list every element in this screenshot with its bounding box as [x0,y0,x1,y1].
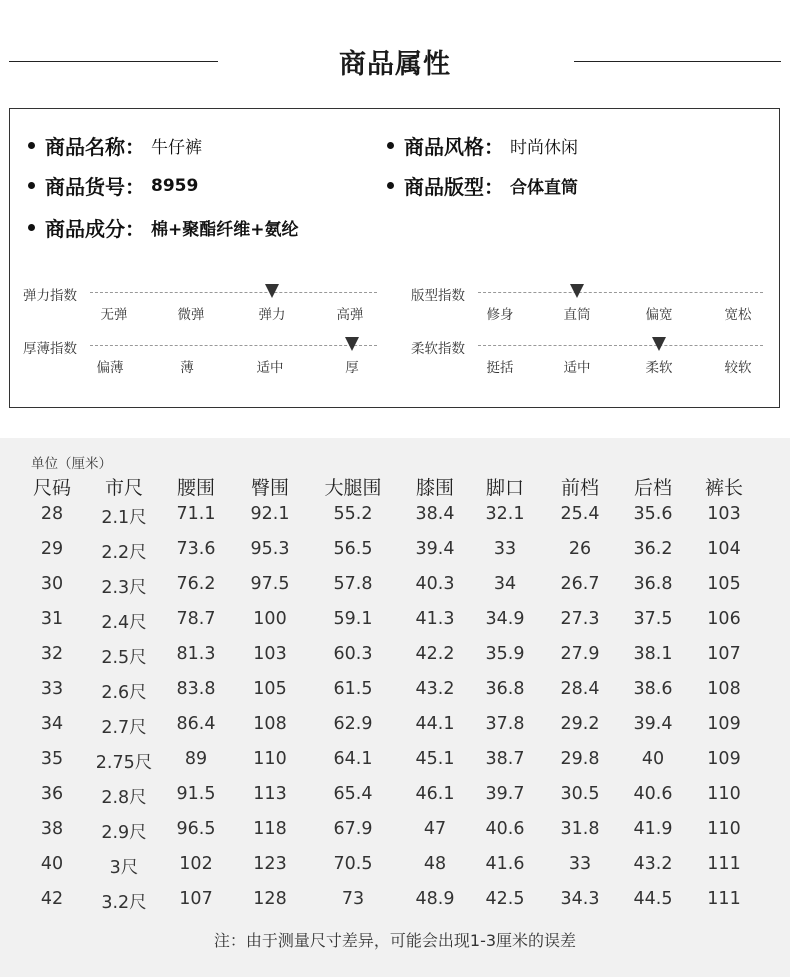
table-cell: 108 [253,714,287,734]
table-cell: 42.5 [485,889,525,909]
thickness-option: 适中 [256,360,284,376]
table-cell: 41.6 [485,854,525,874]
attributes-panel [9,108,780,408]
column-header: 前档 [560,477,599,499]
fit-option: 偏宽 [645,307,673,323]
softness-option: 较软 [724,360,752,376]
table-cell: 73.6 [176,539,216,559]
thickness-option: 偏薄 [96,360,124,376]
table-cell: 71.1 [176,504,216,524]
thickness-index-label: 厚薄指数 [23,341,77,357]
elasticity-option: 无弹 [100,307,128,323]
attr-label: 商品版型 [404,175,484,199]
table-cell: 91.5 [176,784,216,804]
bullet-icon [28,182,35,189]
column-header: 大腿围 [324,477,382,499]
table-cell: 39.4 [415,539,455,559]
table-cell: 76.2 [176,574,216,594]
table-cell: 97.5 [250,574,290,594]
table-cell: 31 [40,609,64,629]
table-cell: 35.9 [485,644,525,664]
attr-value: 时尚休闲 [510,138,578,158]
attr-label: 商品货号 [45,175,125,199]
table-cell: 38.7 [485,749,525,769]
table-cell: 40.3 [415,574,455,594]
fit-option: 直筒 [563,307,591,323]
table-cell: 128 [253,889,287,909]
table-cell: 2.2尺 [101,543,147,563]
table-cell: 102 [179,854,213,874]
table-cell: 38.1 [633,644,673,664]
table-cell: 25.4 [560,504,600,524]
softness-option: 柔软 [645,360,673,376]
bullet-icon [28,142,35,149]
table-cell: 81.3 [176,644,216,664]
title-line-right [574,61,781,62]
page-title: 商品属性 [339,49,451,80]
attr-colon: ： [484,135,504,159]
table-cell: 38.6 [633,679,673,699]
table-cell: 27.3 [560,609,600,629]
table-cell: 26.7 [560,574,600,594]
column-header: 膝围 [415,477,454,499]
table-cell: 3.2尺 [101,893,147,913]
table-cell: 61.5 [333,679,373,699]
table-cell: 48 [423,854,447,874]
table-cell: 43.2 [633,854,673,874]
attr-item-no [28,171,198,200]
table-cell: 38.4 [415,504,455,524]
softness-index-label: 柔软指数 [411,341,465,357]
table-cell: 64.1 [333,749,373,769]
table-cell: 110 [707,819,741,839]
table-cell: 111 [707,854,741,874]
attr-label: 商品名称 [45,135,125,159]
table-cell: 89 [184,749,208,769]
attr-value: 8959 [151,175,199,196]
fit-index-label: 版型指数 [411,288,465,304]
table-cell: 40 [40,854,64,874]
table-cell: 41.9 [633,819,673,839]
table-cell: 107 [707,644,741,664]
softness-option: 适中 [563,360,591,376]
table-cell: 28 [40,504,64,524]
table-cell: 40.6 [633,784,673,804]
table-cell: 36 [40,784,64,804]
table-cell: 2.9尺 [101,823,147,843]
attr-label: 商品风格 [404,135,484,159]
table-cell: 36.8 [485,679,525,699]
table-cell: 42 [40,889,64,909]
table-cell: 103 [253,644,287,664]
column-header: 腰围 [176,477,215,499]
fit-option: 修身 [486,307,514,323]
elasticity-marker-icon [265,284,279,298]
attr-value: 合体直筒 [510,178,578,198]
table-cell: 34.3 [560,889,600,909]
table-cell: 37.8 [485,714,525,734]
column-header: 市尺 [104,477,143,499]
table-cell: 78.7 [176,609,216,629]
elasticity-option: 微弹 [177,307,205,323]
table-cell: 40 [641,749,665,769]
table-cell: 107 [179,889,213,909]
table-cell: 29.8 [560,749,600,769]
table-cell: 2.4尺 [101,613,147,633]
thickness-option: 薄 [180,360,194,376]
elasticity-option: 高弹 [336,307,364,323]
table-cell: 36.2 [633,539,673,559]
table-cell: 43.2 [415,679,455,699]
attr-fit [387,171,578,200]
bullet-icon [28,224,35,231]
table-cell: 60.3 [333,644,373,664]
table-cell: 92.1 [250,504,290,524]
table-cell: 2.6尺 [101,683,147,703]
table-cell: 37.5 [633,609,673,629]
softness-marker-icon [652,337,666,351]
table-cell: 104 [707,539,741,559]
table-cell: 41.3 [415,609,455,629]
thickness-scale-line [90,345,377,346]
table-cell: 103 [707,504,741,524]
table-cell: 2.1尺 [101,508,147,528]
table-cell: 118 [253,819,287,839]
table-cell: 47 [423,819,447,839]
fit-marker-icon [570,284,584,298]
attr-material [28,213,299,242]
fit-option: 宽松 [724,307,752,323]
table-cell: 2.75尺 [95,753,153,773]
table-cell: 62.9 [333,714,373,734]
softness-scale-line [478,345,763,346]
table-cell: 44.1 [415,714,455,734]
table-cell: 110 [707,784,741,804]
table-cell: 46.1 [415,784,455,804]
table-cell: 56.5 [333,539,373,559]
unit-label: 单位（厘米） [31,456,112,472]
table-cell: 100 [253,609,287,629]
table-cell: 29.2 [560,714,600,734]
table-cell: 40.6 [485,819,525,839]
attr-colon: ： [125,175,145,199]
thickness-marker-icon [345,337,359,351]
thickness-option: 厚 [345,360,359,376]
attr-value: 棉+聚酯纤维+氨纶 [151,220,299,240]
table-cell: 113 [253,784,287,804]
table-cell: 30.5 [560,784,600,804]
elasticity-scale-line [90,292,377,293]
table-cell: 34.9 [485,609,525,629]
table-cell: 35.6 [633,504,673,524]
attr-label: 商品成分 [45,217,125,241]
table-cell: 106 [707,609,741,629]
attr-colon: ： [484,175,504,199]
table-cell: 34 [493,574,517,594]
table-cell: 111 [707,889,741,909]
table-cell: 34 [40,714,64,734]
attr-style [387,131,578,160]
elasticity-option: 弹力 [258,307,286,323]
table-cell: 31.8 [560,819,600,839]
column-header: 尺码 [32,477,71,499]
column-header: 后档 [633,477,672,499]
table-cell: 123 [253,854,287,874]
column-header: 裤长 [704,477,743,499]
attr-name [28,131,202,160]
table-cell: 105 [707,574,741,594]
table-cell: 39.7 [485,784,525,804]
table-cell: 30 [40,574,64,594]
column-header: 臀围 [250,477,289,499]
table-cell: 109 [707,749,741,769]
size-chart-panel [0,438,790,977]
bullet-icon [387,182,394,189]
table-cell: 108 [707,679,741,699]
table-cell: 67.9 [333,819,373,839]
table-cell: 2.3尺 [101,578,147,598]
table-cell: 2.8尺 [101,788,147,808]
table-cell: 57.8 [333,574,373,594]
attr-colon: ： [125,135,145,159]
table-cell: 42.2 [415,644,455,664]
table-cell: 2.5尺 [101,648,147,668]
table-cell: 110 [253,749,287,769]
attr-colon: ： [125,217,145,241]
table-cell: 70.5 [333,854,373,874]
table-cell: 105 [253,679,287,699]
table-cell: 38 [40,819,64,839]
table-cell: 109 [707,714,741,734]
table-cell: 2.7尺 [101,718,147,738]
table-cell: 83.8 [176,679,216,699]
table-cell: 36.8 [633,574,673,594]
table-cell: 32 [40,644,64,664]
table-cell: 33 [493,539,517,559]
fit-scale-line [478,292,763,293]
table-cell: 44.5 [633,889,673,909]
table-cell: 55.2 [333,504,373,524]
table-cell: 27.9 [560,644,600,664]
table-cell: 95.3 [250,539,290,559]
table-cell: 35 [40,749,64,769]
table-cell: 33 [568,854,592,874]
elasticity-index-label: 弹力指数 [23,288,77,304]
attr-value: 牛仔裤 [151,138,202,158]
column-header: 脚口 [485,477,524,499]
table-cell: 29 [40,539,64,559]
measurement-note: 注：由于测量尺寸差异，可能会出现1-3厘米的误差 [213,931,577,950]
table-cell: 3尺 [109,858,139,878]
table-cell: 96.5 [176,819,216,839]
table-cell: 86.4 [176,714,216,734]
bullet-icon [387,142,394,149]
table-cell: 73 [341,889,365,909]
softness-option: 挺括 [486,360,514,376]
table-cell: 39.4 [633,714,673,734]
table-cell: 48.9 [415,889,455,909]
table-cell: 65.4 [333,784,373,804]
table-cell: 45.1 [415,749,455,769]
table-cell: 32.1 [485,504,525,524]
table-cell: 33 [40,679,64,699]
table-cell: 59.1 [333,609,373,629]
table-cell: 26 [568,539,592,559]
table-cell: 28.4 [560,679,600,699]
